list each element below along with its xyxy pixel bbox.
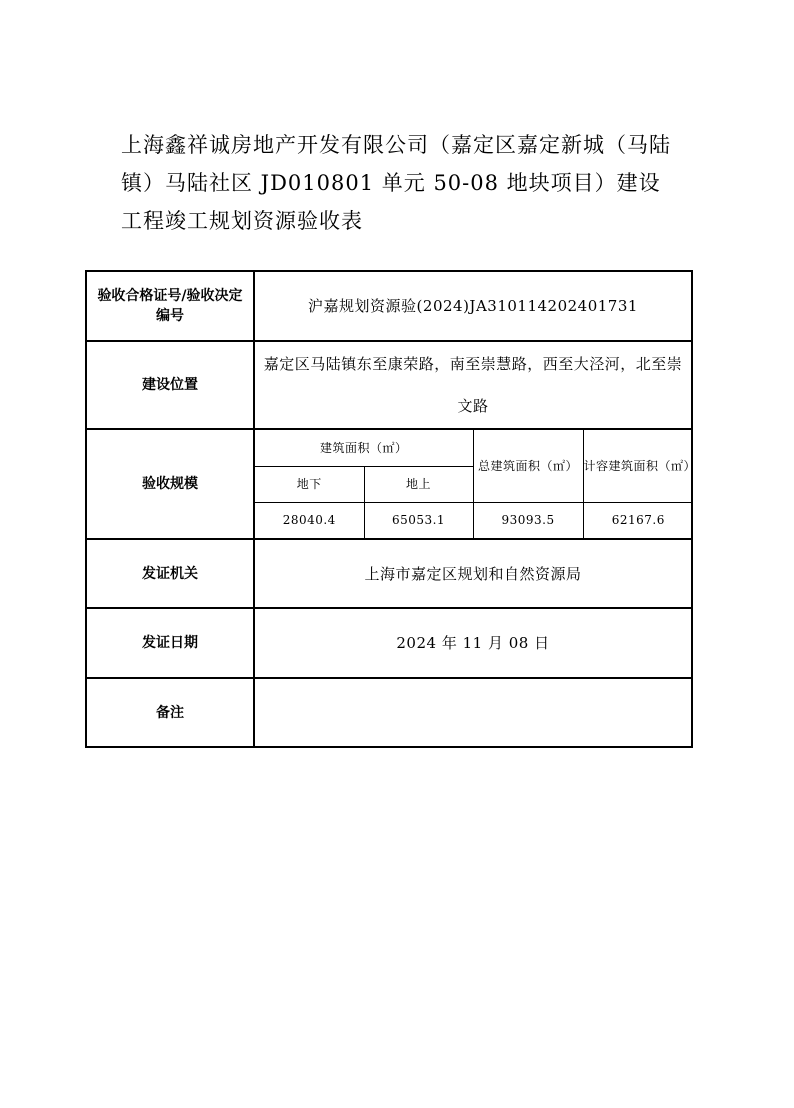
- acceptance-form-table: [85, 270, 697, 748]
- total-area-value: 93093.5: [473, 502, 583, 538]
- certificate-value: 沪嘉规划资源验(2024)JA310114202401731: [254, 271, 692, 341]
- location-row: [86, 341, 692, 429]
- scale-detail-table: [255, 430, 697, 538]
- scale-label: 验收规模: [86, 429, 254, 539]
- certificate-label: 验收合格证号/验收决定编号: [97, 288, 243, 324]
- issue-date-value: 2024 年 11 月 08 日: [254, 608, 692, 678]
- certificate-label-cell: [86, 271, 254, 341]
- far-area-header: 计容建筑面积（㎡）: [583, 430, 693, 502]
- aboveground-header: 地上: [364, 466, 473, 502]
- certificate-row: [86, 271, 692, 341]
- location-label: 建设位置: [86, 341, 254, 429]
- issue-date-row: [86, 608, 692, 678]
- location-value-cell: [254, 341, 692, 429]
- remarks-row: [86, 678, 692, 747]
- aboveground-value: 65053.1: [364, 502, 473, 538]
- issue-date-label: 发证日期: [86, 608, 254, 678]
- building-area-header: 建筑面积（㎡）: [255, 430, 473, 466]
- scale-detail-cell: [254, 429, 697, 539]
- issuer-label: 发证机关: [86, 539, 254, 608]
- underground-value: 28040.4: [255, 502, 364, 538]
- total-area-header: 总建筑面积（㎡）: [473, 430, 583, 502]
- underground-header: 地下: [255, 466, 364, 502]
- scale-row: [86, 429, 692, 539]
- document-title: 上海鑫祥诚房地产开发有限公司（嘉定区嘉定新城（马陆镇）马陆社区 JD010801 单元 50-08 地块项目）建设工程竣工规划资源验收表: [121, 133, 671, 233]
- remarks-value: [254, 678, 692, 747]
- remarks-label: 备注: [86, 678, 254, 747]
- issuer-row: [86, 539, 692, 608]
- location-value: 嘉定区马陆镇东至康荣路，南至崇慧路，西至大泾河，北至崇文路: [263, 355, 683, 415]
- issuer-value: 上海市嘉定区规划和自然资源局: [254, 539, 692, 608]
- far-area-value: 62167.6: [583, 502, 693, 538]
